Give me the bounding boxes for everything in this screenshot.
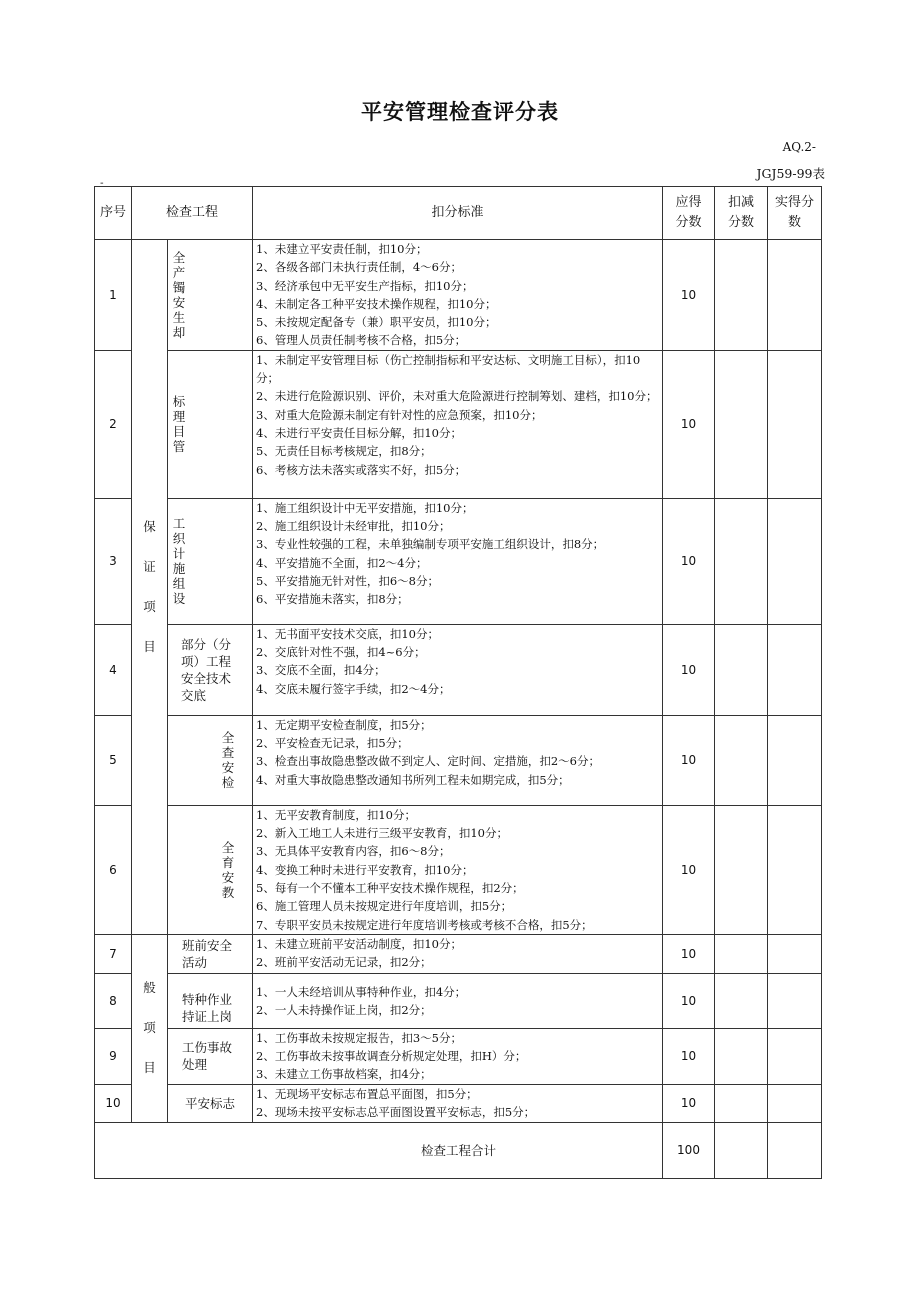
row-criteria: 1、施工组织设计中无平安措施，扣10分； 2、施工组织设计未经审批，扣10分； 3、专业性较强的工程，未单独编制专项平安施工组织设计，扣8分； 4、平安措施不全面，扣2～4分； 5、平安措施无针对性，扣6～8分； 6、平安措施未落实，扣8分； (253, 498, 663, 624)
row-seq: 6 (95, 805, 132, 934)
row-actual-cell[interactable] (768, 973, 822, 1028)
row-criteria: 1、未建立班前平安活动制度，扣10分； 2、班前平安活动无记录，扣2分； (253, 934, 663, 973)
row-score: 10 (663, 350, 715, 498)
total-label: 检查工程合计 (95, 1122, 663, 1178)
row-deduct-cell[interactable] (715, 498, 768, 624)
row-score: 10 (663, 624, 715, 715)
row-seq: 9 (95, 1028, 132, 1084)
header-item: 检查工程 (132, 187, 253, 240)
row-actual-cell[interactable] (768, 934, 822, 973)
row-criteria: 1、无书面平安技术交底，扣10分； 2、交底针对性不强，扣4~6分； 3、交底不全面，扣4分； 4、交底未履行签字手续，扣2～4分； (253, 624, 663, 715)
row-score: 10 (663, 715, 715, 805)
row-actual-cell[interactable] (768, 1084, 822, 1122)
row-criteria: 1、无平安教育制度，扣10分； 2、新入工地工人未进行三级平安教育，扣10分； 3、无具体平安教育内容，扣6～8分； 4、变换工种时未进行平安教育，扣10分； 5、每有一个不懂本工种平安技术操作规程，扣2分； 6、施工管理人员未按规定进行年度培训，扣5分； 7、专职平安员未按规定进行年度培训考核或考核不合格，扣5分； (253, 805, 663, 934)
form-code-line2: JGJ59-99表 (756, 166, 825, 181)
row-item: 工伤事故处理 (168, 1028, 253, 1084)
row-item: 部分（分项）工程安全技术交底 (168, 624, 253, 715)
row-item: 工织计施组设 (168, 498, 253, 624)
row-seq: 5 (95, 715, 132, 805)
row-item: 标理目管 (168, 350, 253, 498)
table-row (95, 350, 822, 498)
table-row (95, 240, 822, 351)
header-row (95, 187, 822, 240)
row-seq: 2 (95, 350, 132, 498)
row-deduct-cell[interactable] (715, 973, 768, 1028)
row-seq: 8 (95, 973, 132, 1028)
group-guarantee: 保证项目 (132, 240, 168, 935)
row-actual-cell[interactable] (768, 624, 822, 715)
total-deduct-cell[interactable] (715, 1122, 768, 1178)
header-due-score: 应得分数 (663, 187, 715, 240)
row-score: 10 (663, 973, 715, 1028)
row-actual-cell[interactable] (768, 498, 822, 624)
row-deduct-cell[interactable] (715, 240, 768, 351)
total-score: 100 (663, 1122, 715, 1178)
header-seq: 序号 (95, 187, 132, 240)
row-score: 10 (663, 934, 715, 973)
row-criteria: 1、无定期平安检查制度，扣5分； 2、平安检查无记录，扣5分； 3、检查出事故隐患整改做不到定人、定时间、定措施，扣2～6分； 4、对重大事故隐患整改通知书所列工程未如期完成，扣5分； (253, 715, 663, 805)
row-seq: 7 (95, 934, 132, 973)
row-deduct-cell[interactable] (715, 1084, 768, 1122)
row-item: 全育安教 (168, 805, 253, 934)
group-general: 般项目 (132, 934, 168, 1122)
row-score: 10 (663, 1028, 715, 1084)
total-row (95, 1122, 822, 1178)
row-deduct-cell[interactable] (715, 1028, 768, 1084)
row-actual-cell[interactable] (768, 805, 822, 934)
page-title: 平安管理检查评分表 (361, 100, 559, 124)
row-criteria: 1、无现场平安标志布置总平面图，扣5分； 2、现场未按平安标志总平面图设置平安标志，扣5分； (253, 1084, 663, 1122)
row-item: 平安标志 (168, 1084, 253, 1122)
table-row (95, 715, 822, 805)
row-actual-cell[interactable] (768, 1028, 822, 1084)
row-deduct-cell[interactable] (715, 934, 768, 973)
row-score: 10 (663, 498, 715, 624)
form-code-line1: AQ.2- (782, 140, 816, 154)
row-score: 10 (663, 1084, 715, 1122)
table-row (95, 624, 822, 715)
row-item: 班前安全活动 (168, 934, 253, 973)
row-actual-cell[interactable] (768, 715, 822, 805)
row-seq: 1 (95, 240, 132, 351)
header-deduct: 扣减分数 (715, 187, 768, 240)
row-seq: 4 (95, 624, 132, 715)
table-row (95, 973, 822, 1028)
table-row (95, 1084, 822, 1122)
header-actual: 实得分数 (768, 187, 822, 240)
row-criteria: 1、未建立平安责任制，扣10分； 2、各级各部门未执行责任制，4～6分； 3、经济承包中无平安生产指标，扣10分； 4、未制定各工种平安技术操作规程，扣10分； 5、未按规定配备专（兼）职平安员，扣10分； 6、管理人员责任制考核不合格，扣5分； (253, 240, 663, 351)
table-row (95, 1028, 822, 1084)
row-actual-cell[interactable] (768, 240, 822, 351)
score-table (94, 186, 822, 1179)
row-item: 全查安检 (168, 715, 253, 805)
corner-marker: - (100, 178, 104, 189)
row-item: 全产镯安生却 (168, 240, 253, 351)
row-deduct-cell[interactable] (715, 624, 768, 715)
table-row (95, 934, 822, 973)
row-seq: 3 (95, 498, 132, 624)
row-criteria: 1、未制定平安管理目标（伤亡控制指标和平安达标、文明施工目标），扣10分； 2、未进行危险源识别、评价，未对重大危险源进行控制筹划、建档，扣10分； 3、对重大危险源未制定有针对性的应急预案，扣10分； 4、未进行平安责任目标分解，扣10分； 5、无责任目标考核规定，扣8分； 6、考核方法未落实或落实不好，扣5分； (253, 350, 663, 498)
row-score: 10 (663, 805, 715, 934)
row-item: 特种作业持证上岗 (168, 973, 253, 1028)
row-deduct-cell[interactable] (715, 715, 768, 805)
row-criteria: 1、工伤事故未按规定报告，扣3～5分； 2、工伤事故未按事故调查分析规定处理，扣H）分； 3、未建立工伤事故档案，扣4分； (253, 1028, 663, 1084)
row-actual-cell[interactable] (768, 350, 822, 498)
header-criteria: 扣分标准 (253, 187, 663, 240)
row-deduct-cell[interactable] (715, 805, 768, 934)
row-score: 10 (663, 240, 715, 351)
table-row (95, 805, 822, 934)
table-row (95, 498, 822, 624)
row-deduct-cell[interactable] (715, 350, 768, 498)
row-seq: 10 (95, 1084, 132, 1122)
row-criteria: 1、一人未经培训从事特种作业，扣4分； 2、一人未持操作证上岗，扣2分； (253, 973, 663, 1028)
total-actual-cell[interactable] (768, 1122, 822, 1178)
